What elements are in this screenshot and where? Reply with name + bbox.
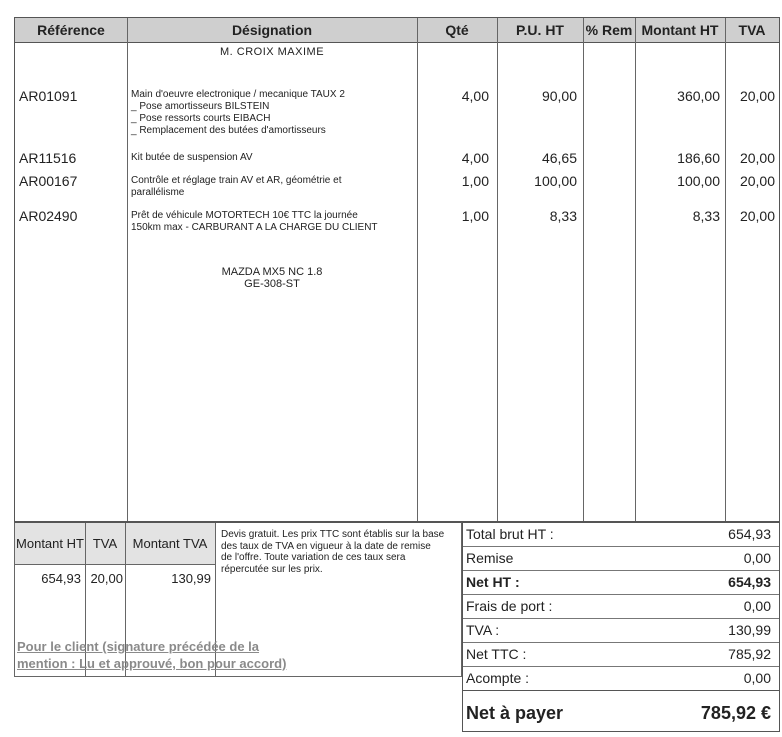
acompte-value: 0,00 xyxy=(743,670,771,686)
invoice-lines-table xyxy=(14,17,780,522)
totals-block xyxy=(462,522,780,732)
remise-label: Remise xyxy=(466,550,514,566)
line-pu: 100,00 xyxy=(534,173,577,189)
line-montant: 8,33 xyxy=(692,208,720,224)
line-tva: 20,00 xyxy=(739,88,775,104)
line-designation: Contrôle et réglage train AV et AR, géométrie et parallélisme xyxy=(131,175,342,198)
total-brut-label: Total brut HT : xyxy=(466,526,554,542)
client-signature-label: Pour le client (signature précédée de la mention : Lu et approuvé, bon pour accord) xyxy=(17,639,287,671)
tva-total-label: TVA : xyxy=(466,622,500,638)
col-pu-header: P.U. HT xyxy=(516,22,564,38)
vehicle-plate: GE-308-ST xyxy=(244,278,300,290)
col-qte-header: Qté xyxy=(445,22,469,38)
vat-amount-header: Montant TVA xyxy=(132,536,208,551)
line-tva: 20,00 xyxy=(739,208,775,224)
frais-port-row xyxy=(463,595,779,619)
line-designation: Main d'oeuvre electronique / mecanique TAUX 2 _ Pose amortisseurs BILSTEIN _ Pose ressorts courts EIBACH _ Remplacement des butées d'amortisseurs xyxy=(131,89,345,136)
line-tva: 20,00 xyxy=(739,150,775,166)
col-designation-header: Désignation xyxy=(231,22,313,38)
col-rem-header: % Rem xyxy=(585,22,633,38)
vat-montant-value: 654,93 xyxy=(41,571,81,586)
net-ttc-row xyxy=(463,643,779,667)
col-reference-header: Référence xyxy=(37,22,105,38)
line-montant: 100,00 xyxy=(677,173,720,189)
vat-rate-header: TVA xyxy=(92,536,118,551)
line-qte: 4,00 xyxy=(461,150,489,166)
line-designation: Kit butée de suspension AV xyxy=(131,152,253,163)
col-divider xyxy=(583,18,584,521)
vat-montant-header: Montant HT xyxy=(16,536,84,551)
net-a-payer-value: 785,92 € xyxy=(700,703,771,723)
tva-total-value: 130,99 xyxy=(728,622,771,638)
line-qte: 1,00 xyxy=(461,208,489,224)
net-ht-value: 654,93 xyxy=(728,574,771,590)
conditions-note: Devis gratuit. Les prix TTC sont établis sur la base des taux de TVA en vigueur à la date de remise de l'offre. Toute variation de ces taux sera répercutée sur les prix. xyxy=(221,529,445,575)
vehicle-info xyxy=(127,266,417,290)
net-ht-label: Net HT : xyxy=(466,574,520,590)
vat-amount-value: 130,99 xyxy=(171,571,211,586)
frais-port-label: Frais de port : xyxy=(466,598,553,614)
net-ht-row xyxy=(463,571,779,595)
remise-value: 0,00 xyxy=(743,550,771,566)
col-montant-header: Montant HT xyxy=(641,22,719,38)
net-a-payer-row xyxy=(463,695,779,731)
frais-port-value: 0,00 xyxy=(743,598,771,614)
total-brut-value: 654,93 xyxy=(728,526,771,542)
tva-total-row xyxy=(463,619,779,643)
line-reference: AR11516 xyxy=(19,150,77,166)
line-tva: 20,00 xyxy=(739,173,775,189)
acompte-row xyxy=(463,667,779,691)
line-qte: 4,00 xyxy=(461,88,489,104)
vat-rate-value: 20,00 xyxy=(90,571,123,586)
net-a-payer-label: Net à payer xyxy=(466,703,564,723)
line-reference: AR01091 xyxy=(19,88,78,104)
line-designation: Prêt de véhicule MOTORTECH 10€ TTC la journée 150km max - CARBURANT A LA CHARGE DU CLIENT xyxy=(131,210,378,233)
line-reference: AR02490 xyxy=(19,208,78,224)
net-ttc-value: 785,92 xyxy=(728,646,771,662)
line-qte: 1,00 xyxy=(461,173,489,189)
vat-summary-block xyxy=(14,522,462,677)
line-pu: 46,65 xyxy=(541,150,577,166)
total-brut-row xyxy=(463,523,779,547)
acompte-label: Acompte : xyxy=(466,670,530,686)
line-montant: 186,60 xyxy=(677,150,720,166)
remise-row xyxy=(463,547,779,571)
line-montant: 360,00 xyxy=(677,88,720,104)
line-reference: AR00167 xyxy=(19,173,78,189)
client-name: M. CROIX MAXIME xyxy=(219,46,325,58)
vehicle-model: MAZDA MX5 NC 1.8 xyxy=(221,266,323,278)
col-tva-header: TVA xyxy=(738,22,766,38)
table-header xyxy=(15,18,779,43)
line-pu: 90,00 xyxy=(541,88,577,104)
net-ttc-label: Net TTC : xyxy=(466,646,527,662)
line-pu: 8,33 xyxy=(549,208,577,224)
